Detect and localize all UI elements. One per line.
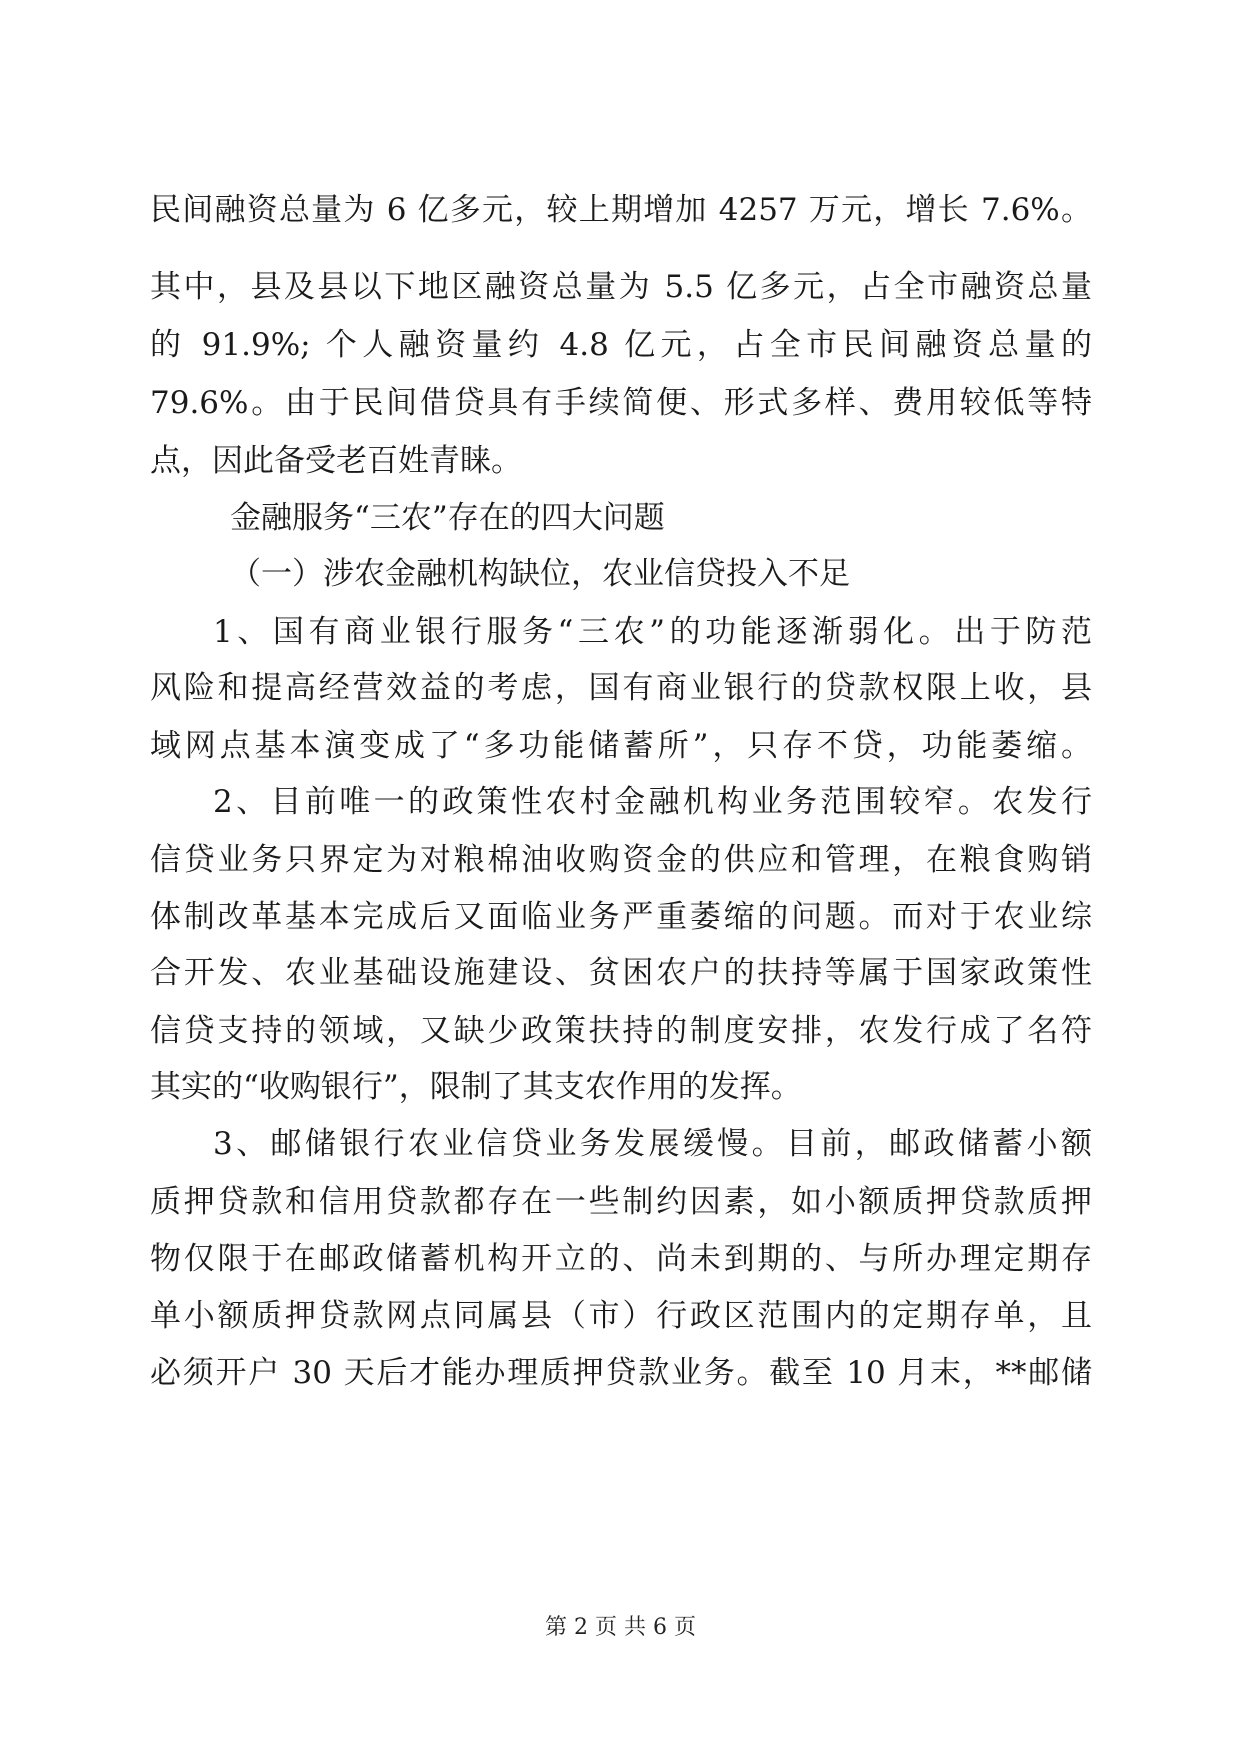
body-text-line: 的 91.9%; 个人融资量约 4.8 亿元，占全市民间融资总量的 <box>150 327 1092 363</box>
body-text-line: 其中，县及县以下地区融资总量为 5.5 亿多元，占全市融资总量 <box>150 269 1092 305</box>
body-text-line: 必须开户 30 天后才能办理质押贷款业务。截至 10 月末，**邮储 <box>150 1355 1092 1391</box>
body-text-line: 合开发、农业基础设施建设、贫困农户的扶持等属于国家政策性 <box>150 955 1092 991</box>
body-text-line: 2、目前唯一的政策性农村金融机构业务范围较窄。农发行 <box>213 784 1092 820</box>
body-text-line: 点，因此备受老百姓青睐。 <box>150 443 522 479</box>
subsection-heading: （一）涉农金融机构缺位，农业信贷投入不足 <box>230 556 850 592</box>
body-text-line: 信贷业务只界定为对粮棉油收购资金的供应和管理，在粮食购销 <box>150 842 1092 878</box>
body-text-line: 物仅限于在邮政储蓄机构开立的、尚未到期的、与所办理定期存 <box>150 1241 1092 1277</box>
body-text-line: 单小额质押贷款网点同属县（市）行政区范围内的定期存单，且 <box>150 1298 1092 1334</box>
body-text-line: 1、国有商业银行服务“三农”的功能逐渐弱化。出于防范 <box>213 614 1092 650</box>
body-text-line: 79.6%。由于民间借贷具有手续简便、形式多样、费用较低等特 <box>150 385 1092 421</box>
body-text-line: 质押贷款和信用贷款都存在一些制约因素，如小额质押贷款质押 <box>150 1184 1092 1220</box>
body-text-line: 民间融资总量为 6 亿多元，较上期增加 4257 万元，增长 7.6%。 <box>150 192 1092 228</box>
body-text-line: 域网点基本演变成了“多功能储蓄所”，只存不贷，功能萎缩。 <box>150 728 1092 764</box>
body-text-line: 体制改革基本完成后又面临业务严重萎缩的问题。而对于农业综 <box>150 899 1092 935</box>
body-text-line: 其实的“收购银行”，限制了其支农作用的发挥。 <box>150 1069 802 1105</box>
body-text-line: 3、邮储银行农业信贷业务发展缓慢。目前，邮政储蓄小额 <box>213 1126 1092 1162</box>
section-heading: 金融服务“三农”存在的四大问题 <box>230 500 665 536</box>
page-number-footer: 第 2 页 共 6 页 <box>545 1615 696 1640</box>
body-text-line: 信贷支持的领域，又缺少政策扶持的制度安排，农发行成了名符 <box>150 1013 1092 1049</box>
body-text-line: 风险和提高经营效益的考虑，国有商业银行的贷款权限上收，县 <box>150 670 1092 706</box>
